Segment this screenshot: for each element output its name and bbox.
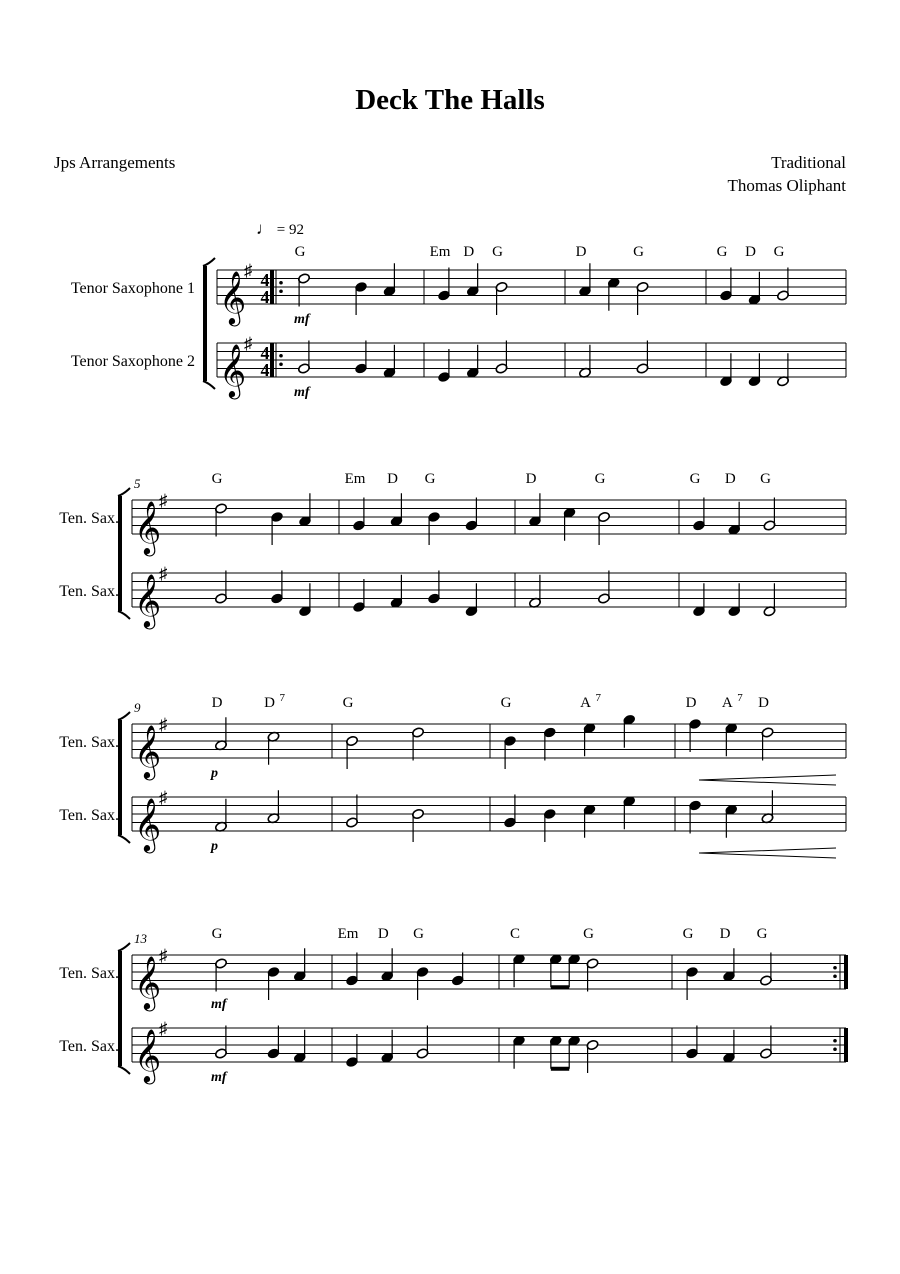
repeat-dot — [279, 362, 283, 366]
instrument-name: Ten. Sax. — [59, 734, 119, 751]
key-signature-sharp: ♯ — [159, 788, 168, 807]
system-bracket-top — [118, 712, 130, 720]
treble-clef-icon: 𝄞 — [134, 575, 162, 626]
chord-symbol: A — [580, 695, 591, 711]
dynamic-marking: mf — [211, 1070, 227, 1085]
repeat-dot — [833, 1039, 837, 1043]
crescendo-hairpin — [699, 775, 836, 785]
dynamic-marking: p — [211, 839, 218, 854]
chord-symbol: G — [500, 695, 512, 711]
system-bracket-top — [118, 943, 130, 951]
system-bracket-top — [118, 488, 130, 496]
treble-clef-icon: 𝄞 — [219, 272, 247, 323]
repeat-thick-barline — [844, 1028, 848, 1062]
chord-symbol: Em — [337, 926, 359, 942]
repeat-dot — [833, 974, 837, 978]
system-bracket-top — [203, 258, 215, 266]
instrument-name: Ten. Sax. — [59, 1038, 119, 1055]
chord-symbol: G — [211, 926, 223, 942]
chord-symbol: D — [377, 926, 389, 942]
treble-clef-icon: 𝄞 — [134, 957, 162, 1008]
chord-symbol: D — [685, 695, 697, 711]
repeat-thick-barline — [844, 955, 848, 989]
time-signature-bottom: 4 — [260, 287, 270, 307]
chord-symbol: G — [756, 926, 768, 942]
system-bracket-bottom — [118, 835, 130, 843]
instrument-name: Ten. Sax. — [59, 510, 119, 527]
lyricist-credit: Thomas Oliphant — [727, 176, 846, 195]
dynamic-marking: mf — [294, 385, 310, 400]
composer-credit: Traditional — [771, 153, 846, 172]
chord-symbol: D — [758, 695, 769, 711]
system-bracket-bottom — [118, 611, 130, 619]
chord-symbol: D — [525, 471, 537, 487]
quarter-note-icon: ♩ — [256, 219, 273, 238]
key-signature-sharp: ♯ — [159, 715, 168, 734]
chord-symbol: G — [716, 244, 728, 260]
key-signature-sharp: ♯ — [159, 946, 168, 965]
chord-symbol: A — [721, 695, 733, 711]
chord-extension: 7 — [737, 692, 743, 704]
system-bracket-bottom — [203, 381, 215, 389]
dynamic-marking: p — [211, 766, 218, 781]
repeat-thick-barline — [270, 270, 274, 304]
treble-clef-icon: 𝄞 — [134, 726, 162, 777]
chord-symbol: G — [342, 695, 354, 711]
time-signature-bottom: 4 — [260, 360, 270, 380]
chord-symbol: D — [745, 244, 756, 260]
chord-symbol: D — [211, 695, 223, 711]
time-signature-top: 4 — [260, 270, 270, 290]
treble-clef-icon: 𝄞 — [134, 799, 162, 850]
chord-symbol: G — [633, 244, 644, 260]
chord-symbol: G — [583, 926, 594, 942]
key-signature-sharp: ♯ — [159, 564, 168, 583]
key-signature-sharp: ♯ — [244, 261, 253, 280]
dynamic-marking: mf — [211, 997, 227, 1012]
chord-symbol: G — [294, 244, 306, 260]
measure-number: 9 — [134, 700, 141, 715]
time-signature-top: 4 — [260, 343, 270, 363]
measure-number: 5 — [134, 476, 141, 491]
key-signature-sharp: ♯ — [159, 1019, 168, 1038]
chord-symbol: D — [387, 471, 398, 487]
chord-symbol: G — [760, 471, 771, 487]
key-signature-sharp: ♯ — [244, 334, 253, 353]
chord-symbol: Em — [344, 471, 366, 487]
crescendo-hairpin — [699, 848, 836, 858]
chord-symbol: G — [682, 926, 694, 942]
chord-symbol: G — [413, 926, 424, 942]
measure-number: 13 — [134, 931, 147, 946]
arranger-credit: Jps Arrangements — [54, 153, 176, 172]
chord-symbol: Em — [429, 244, 451, 260]
chord-symbol: G — [492, 244, 503, 260]
instrument-name: Ten. Sax. — [59, 965, 119, 982]
treble-clef-icon: 𝄞 — [134, 1030, 162, 1081]
score-title: Deck The Halls — [355, 84, 545, 116]
chord-symbol: D — [264, 695, 275, 711]
treble-clef-icon: 𝄞 — [134, 502, 162, 553]
chord-symbol: D — [724, 471, 736, 487]
instrument-name: Tenor Saxophone 1 — [70, 280, 195, 297]
instrument-name: Ten. Sax. — [59, 807, 119, 824]
key-signature-sharp: ♯ — [159, 491, 168, 510]
chord-symbol: G — [773, 244, 785, 260]
instrument-name: Ten. Sax. — [59, 583, 119, 600]
repeat-dot — [833, 966, 837, 970]
dynamic-marking: mf — [294, 312, 310, 327]
chord-symbol: C — [509, 926, 521, 942]
chord-extension: 7 — [279, 692, 285, 704]
chord-symbol: D — [575, 244, 587, 260]
chord-symbol: G — [689, 471, 701, 487]
instrument-name: Tenor Saxophone 2 — [70, 353, 195, 370]
chord-symbol: D — [719, 926, 731, 942]
chord-extension: 7 — [595, 692, 601, 704]
tempo-value: = 92 — [276, 222, 304, 238]
chord-symbol: G — [594, 471, 606, 487]
chord-symbol: G — [424, 471, 436, 487]
repeat-thick-barline — [270, 343, 274, 377]
chord-symbol: D — [463, 244, 475, 260]
repeat-dot — [279, 289, 283, 293]
repeat-dot — [833, 1047, 837, 1051]
treble-clef-icon: 𝄞 — [219, 345, 247, 396]
chord-symbol: G — [211, 471, 223, 487]
repeat-dot — [279, 281, 283, 285]
system-bracket-bottom — [118, 1066, 130, 1074]
repeat-dot — [279, 354, 283, 358]
